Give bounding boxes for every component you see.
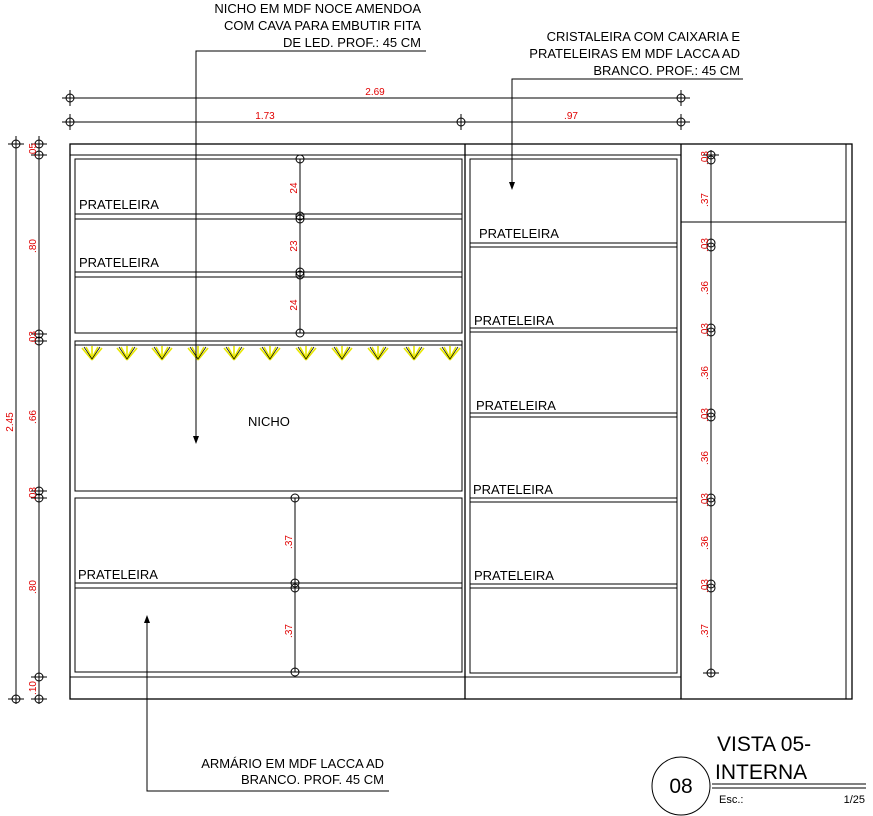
dim-right-9: .36 xyxy=(700,536,711,550)
scale-label: Esc.: xyxy=(719,794,744,806)
dim-left-5: .80 xyxy=(28,580,39,594)
cristaleira-note-line-1: CRISTALEIRA COM CAIXARIA E xyxy=(546,29,740,44)
led-light-icon xyxy=(332,346,352,360)
dim-left-0: .05 xyxy=(28,143,39,157)
led-light-icon xyxy=(188,346,208,360)
shelf-label-lower: PRATELEIRA xyxy=(78,567,158,582)
dim-left-width: 1.73 xyxy=(255,111,275,122)
dim-total-width: 2.69 xyxy=(365,87,385,98)
led-light-icon xyxy=(404,346,424,360)
top-dimensions xyxy=(62,87,690,130)
led-light-icon xyxy=(260,346,280,360)
shelf-label-right-2: PRATELEIRA xyxy=(474,313,554,328)
dim-left-2: .03 xyxy=(28,331,39,345)
cristaleira-note-line-3: BRANCO. PROF.: 45 CM xyxy=(593,63,740,78)
nicho-note-line-1: NICHO EM MDF NOCE AMENDOA xyxy=(214,1,421,16)
dim-right-1: .37 xyxy=(700,193,711,207)
dim-right-2: .03 xyxy=(700,238,711,252)
armario-note-line-1: ARMÁRIO EM MDF LACCA AD xyxy=(201,756,384,771)
left-dimensions xyxy=(5,136,47,704)
dim-right-4: .03 xyxy=(700,323,711,337)
led-light-icon xyxy=(82,346,102,360)
furniture-outline xyxy=(70,144,852,699)
dim-right-3: .36 xyxy=(700,281,711,295)
dim-right-10: .03 xyxy=(700,579,711,593)
shelf-label-right-5: PRATELEIRA xyxy=(474,568,554,583)
cristaleira-note-line-2: PRATELEIRAS EM MDF LACCA AD xyxy=(529,46,740,61)
upper-shelf-section xyxy=(75,155,462,337)
right-dimensions xyxy=(700,150,719,677)
dim-right-7: .36 xyxy=(700,451,711,465)
dim-right-5: .36 xyxy=(700,366,711,380)
dim-lower-2: .37 xyxy=(284,624,295,638)
cristaleira-section xyxy=(470,159,677,673)
dim-right-11: .37 xyxy=(700,624,711,638)
niche-section xyxy=(75,341,462,491)
nicho-note-line-2: COM CAVA PARA EMBUTIR FITA xyxy=(224,18,421,33)
title-block xyxy=(652,733,866,815)
dim-total-height: 2.45 xyxy=(5,412,16,432)
dim-right-0: .03 xyxy=(700,151,711,165)
shelf-label-upper-1: PRATELEIRA xyxy=(79,197,159,212)
lower-cabinet-section xyxy=(75,494,462,676)
dim-right-width: .97 xyxy=(564,111,578,122)
view-title-line-2: INTERNA xyxy=(715,761,808,784)
nicho-note-line-3: DE LED. PROF.: 45 CM xyxy=(283,35,421,50)
led-light-icon xyxy=(224,346,244,360)
dim-left-3: .66 xyxy=(28,410,39,424)
led-strip xyxy=(82,346,460,360)
shelf-label-right-1: PRATELEIRA xyxy=(479,226,559,241)
shelf-label-upper-2: PRATELEIRA xyxy=(79,255,159,270)
dim-right-8: .03 xyxy=(700,493,711,507)
scale-value: 1/25 xyxy=(843,794,865,806)
shelf-label-right-4: PRATELEIRA xyxy=(473,482,553,497)
armario-note-line-2: BRANCO. PROF. 45 CM xyxy=(240,772,384,787)
dim-left-4: .03 xyxy=(28,487,39,501)
dim-lower-1: .37 xyxy=(284,535,295,549)
dim-left-1: .80 xyxy=(28,239,39,253)
shelf-label-right-3: PRATELEIRA xyxy=(476,398,556,413)
led-light-icon xyxy=(296,346,316,360)
led-light-icon xyxy=(440,346,460,360)
dim-upper-3: 24 xyxy=(289,299,300,311)
niche-label: NICHO xyxy=(248,414,290,429)
annotation-nicho xyxy=(193,1,426,444)
led-light-icon xyxy=(152,346,172,360)
led-light-icon xyxy=(368,346,388,360)
dim-left-6: .10 xyxy=(28,681,39,695)
view-number: 08 xyxy=(669,775,693,798)
dim-right-6: .03 xyxy=(700,408,711,422)
dim-upper-2: 23 xyxy=(289,240,300,252)
annotation-armario xyxy=(144,615,389,791)
view-title-line-1: VISTA 05- xyxy=(717,733,812,756)
led-light-icon xyxy=(117,346,137,360)
dim-upper-1: 24 xyxy=(289,182,300,194)
